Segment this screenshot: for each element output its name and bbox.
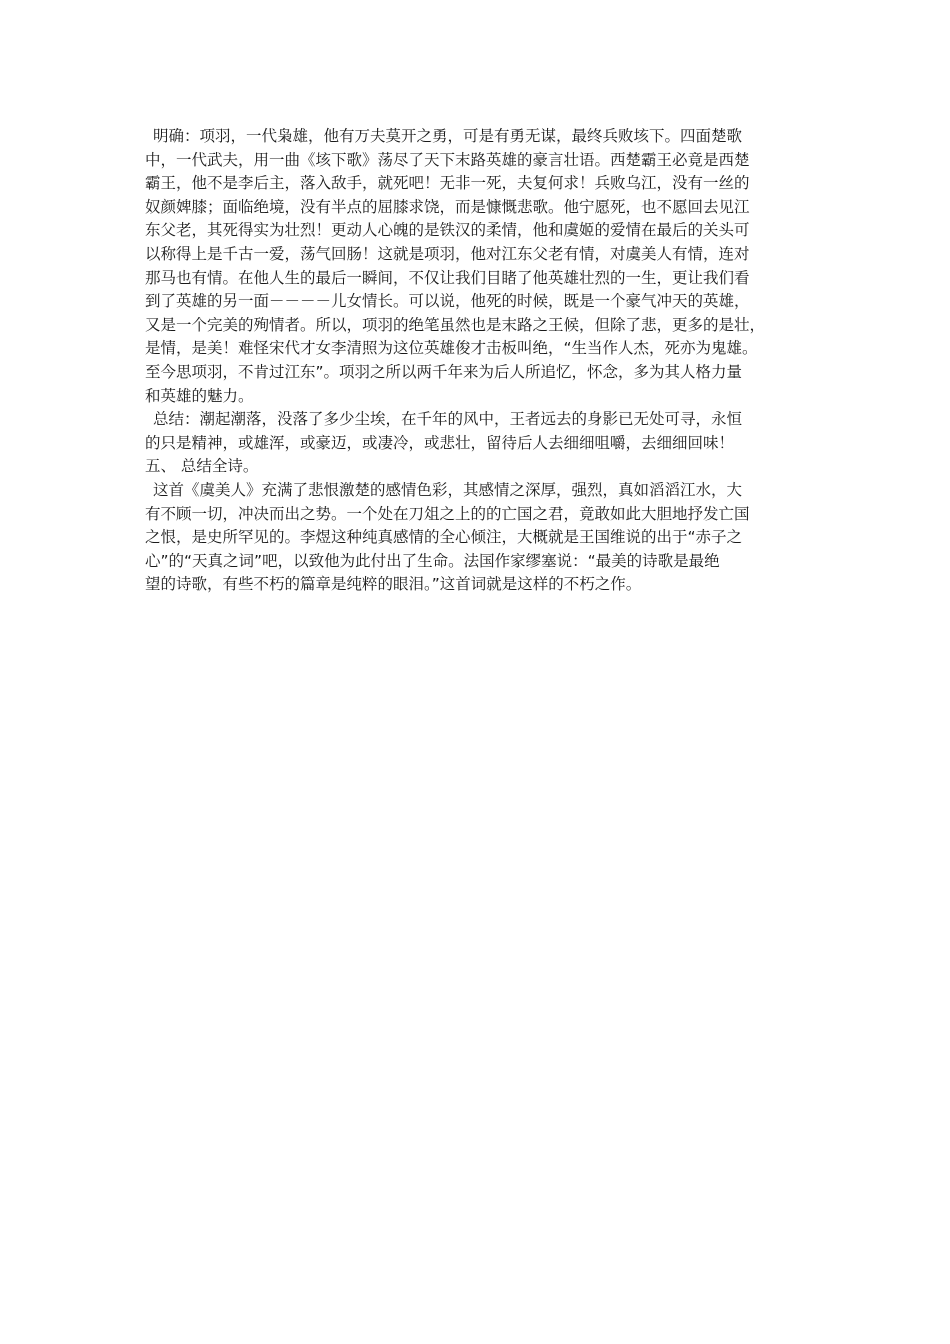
- document-body: [145, 125, 810, 597]
- text-line: 心”的“天真之词”吧，以致他为此付出了生命。法国作家缪塞说：“最美的诗歌是最绝: [145, 551, 720, 570]
- text-line: 有不顾一切，冲决而出之势。一个处在刀俎之上的的亡国之君，竟敢如此大胆地抒发亡国: [145, 504, 750, 523]
- text-line: 霸王，他不是李后主，落入敌手，就死吧！无非一死，夫复何求！兵败乌江，没有一丝的: [145, 174, 750, 193]
- text-line: 明确：项羽，一代枭雄，他有万夫莫开之勇，可是有勇无谋，最终兵败垓下。四面楚歌: [153, 127, 743, 145]
- text-line: 中，一代武夫，用一曲《垓下歌》荡尽了天下末路英雄的豪言壮语。西楚霸王必竟是西楚: [145, 150, 750, 169]
- text-line: 是情，是美！难怪宋代才女李清照为这位英雄俊才击板叫绝，“生当作人杰，死亦为鬼雄。: [145, 339, 758, 358]
- text-line: 和英雄的魅力。: [145, 386, 254, 405]
- text-line: 到了英雄的另一面－－－－儿女情长。可以说，他死的时候，既是一个豪气冲天的英雄，: [145, 292, 750, 311]
- paragraph-analysis: [145, 125, 810, 408]
- text-line: 奴颜婢膝；面临绝境，没有半点的屈膝求饶，而是慷慨悲歌。他宁愿死，也不愿回去见江: [145, 197, 750, 216]
- text-line: 以称得上是千古一爱，荡气回肠！这就是项羽，他对江东父老有情，对虞美人有情，连对: [145, 244, 750, 263]
- text-line: 的只是精神，或雄浑，或豪迈，或凄冷，或悲壮，留待后人去细细咀嚼，去细细回味！: [145, 433, 735, 452]
- section-heading: 五、 总结全诗。: [145, 457, 259, 476]
- paragraph-summary: [145, 408, 810, 455]
- text-line: 总结：潮起潮落，没落了多少尘埃，在千年的风中，王者远去的身影已无处可寻，永恒: [153, 410, 743, 429]
- text-line: 那马也有情。在他人生的最后一瞬间，不仅让我们目睹了他英雄壮烈的一生，更让我们看: [145, 268, 750, 287]
- text-line: 东父老，其死得实为壮烈！更动人心魄的是铁汉的柔情，他和虞姬的爱情在最后的关头可: [145, 221, 750, 240]
- text-line: 之恨，是史所罕见的。李煜这种纯真感情的全心倾注，大概就是王国维说的出于“赤子之: [145, 528, 743, 547]
- paragraph-conclusion: [145, 479, 810, 597]
- text-line: 望的诗歌，有些不朽的篇章是纯粹的眼泪。”这首词就是这样的不朽之作。: [145, 575, 642, 594]
- text-line: 至今思项羽，不肯过江东”。项羽之所以两千年来为后人所追忆，怀念，多为其人格力量: [145, 362, 743, 381]
- text-line: 又是一个完美的殉情者。所以，项羽的绝笔虽然也是末路之王候，但除了悲，更多的是壮，: [145, 315, 766, 334]
- text-line: 这首《虞美人》充满了悲恨激楚的感情色彩，其感情之深厚，强烈，真如滔滔江水，大: [153, 480, 743, 499]
